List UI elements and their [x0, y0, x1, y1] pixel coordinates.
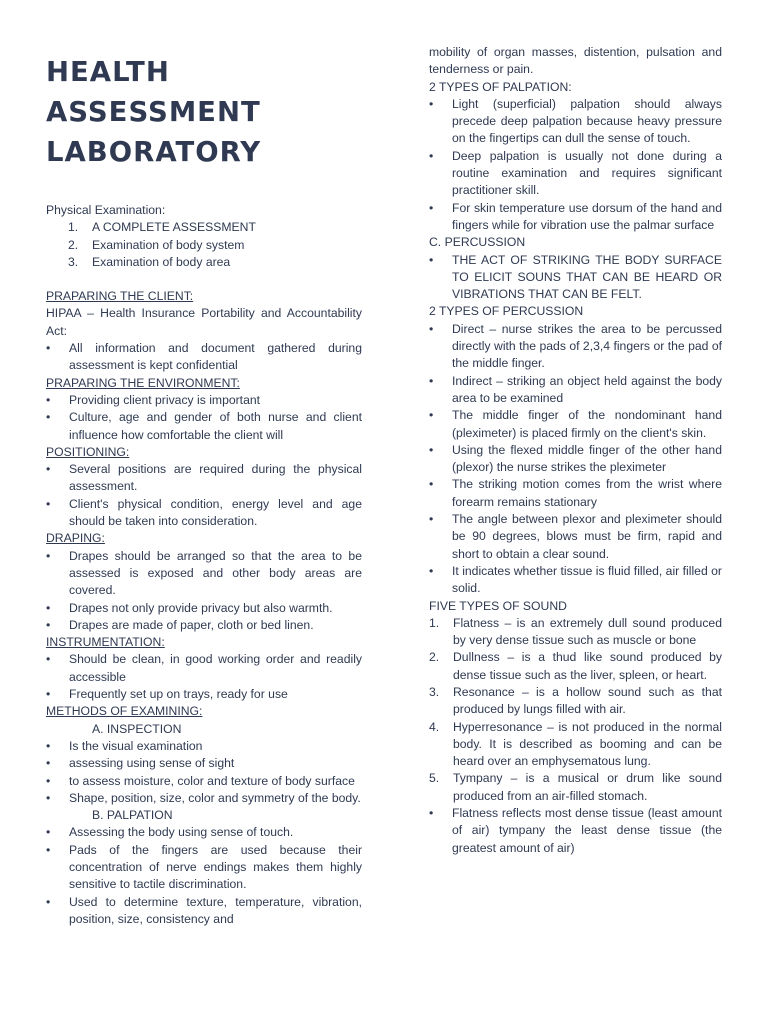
section-heading-preparing-environment: PRAPARING THE ENVIRONMENT: — [46, 375, 240, 390]
list-item: • Providing client privacy is important — [46, 392, 362, 409]
list-item: • Flatness reflects most dense tissue (least amount of air) tympany the least dense tissue (the greatest amount of air) — [429, 805, 722, 857]
list-item: • The angle between plexor and pleximeter should be 90 degrees, blows must be firm, rapid and short to obtain a clear sound. — [429, 511, 722, 563]
list-item: • Indirect – striking an object held against the body area to be examined — [429, 373, 722, 408]
list-item: • Assessing the body using sense of touch. — [46, 824, 362, 841]
list-item: • All information and document gathered during assessment is kept confidential — [46, 340, 362, 375]
sound-types-heading: FIVE TYPES OF SOUND — [429, 598, 567, 613]
list-item: • It indicates whether tissue is fluid filled, air filled or solid. — [429, 563, 722, 598]
list-item: • Drapes are made of paper, cloth or bed linen. — [46, 617, 362, 634]
list-item: 1. A COMPLETE ASSESSMENT — [68, 220, 256, 235]
section-heading-draping: DRAPING: — [46, 531, 105, 546]
list-item: • Using the flexed middle finger of the other hand (plexor) the nurse strikes the pleximeter — [429, 442, 722, 477]
list-item: • The middle finger of the nondominant hand (pleximeter) is placed firmly on the client's skin. — [429, 407, 722, 442]
section-heading-preparing-client: PRAPARING THE CLIENT: — [46, 289, 194, 304]
inspection-label: A. INSPECTION — [92, 721, 182, 736]
page-title: HEALTH ASSESSMENT LABORATORY — [46, 56, 262, 168]
list-item: • THE ACT OF STRIKING THE BODY SURFACE TO ELICIT SOUNS THAT CAN BE HEARD OR VIBRATIONS THAT CAN BE FELT. — [429, 252, 722, 304]
list-item: 4. Hyperresonance – is not produced in the normal body. It is described as booming and can be heard over an emphysematous lung. — [429, 719, 722, 769]
left-column — [46, 0, 362, 928]
list-item: 3. Resonance – is a hollow sound such as that produced by lungs filled with air. — [429, 684, 722, 717]
list-item: 3. Examination of body area — [68, 254, 231, 269]
list-item: • Client's physical condition, energy level and age should be taken into consideration. — [46, 496, 362, 531]
list-item: • Drapes not only provide privacy but also warmth. — [46, 600, 362, 617]
list-item: 2. Examination of body system — [68, 237, 245, 252]
list-item: 1. Flatness – is an extremely dull sound produced by very dense tissue such as muscle or bone — [429, 615, 722, 648]
section-heading-positioning: POSITIONING: — [46, 444, 130, 459]
list-item: • Deep palpation is usually not done during a routine examination and requires significant practitioner skill. — [429, 148, 722, 200]
continuation-text: mobility of organ masses, distention, pulsation and tenderness or pain. — [429, 45, 722, 77]
palpation-types-heading: 2 TYPES OF PALPATION: — [429, 79, 572, 94]
list-item: • Shape, position, size, color and symmetry of the body. — [46, 790, 362, 807]
list-item: • to assess moisture, color and texture of body surface — [46, 773, 362, 790]
list-item: • The striking motion comes from the wrist where forearm remains stationary — [429, 476, 722, 511]
palpation-label: B. PALPATION — [92, 808, 173, 823]
list-item: • Pads of the fingers are used because their concentration of nerve endings makes them highly sensitive to tactile discrimination. — [46, 842, 362, 894]
list-item: 2. Dullness – is a thud like sound produced by dense tissue such as the liver, spleen, or heart. — [429, 650, 722, 682]
list-item: • For skin temperature use dorsum of the hand and fingers while for vibration use the palmar surface — [429, 200, 722, 235]
list-item: • Culture, age and gender of both nurse and client influence how comfortable the client will — [46, 409, 362, 444]
list-item: • Should be clean, in good working order and readily accessible — [46, 651, 362, 686]
intro-label: Physical Examination: — [46, 203, 166, 217]
list-item: • Several positions are required during the physical assessment. — [46, 461, 362, 496]
list-item: • Is the visual examination — [46, 738, 362, 755]
list-item: • Light (superficial) palpation should always precede deep palpation because heavy pressure on the fingertips can dull the sense of touch. — [429, 96, 722, 148]
list-item: • Drapes should be arranged so that the area to be assessed is exposed and other body areas are covered. — [46, 548, 362, 600]
hipaa-text: HIPAA – Health Insurance Portability and Accountability Act: — [46, 306, 362, 338]
percussion-types-heading: 2 TYPES OF PERCUSSION — [429, 304, 584, 319]
section-heading-instrumentation: INSTRUMENTATION: — [46, 635, 165, 650]
section-heading-methods: METHODS OF EXAMINING: — [46, 704, 203, 719]
list-item: • Frequently set up on trays, ready for use — [46, 686, 362, 703]
list-item: 5. Tympany – is a musical or drum like sound produced from an air-filled stomach. — [429, 771, 722, 803]
exam-types-list — [46, 219, 362, 271]
list-item: • Used to determine texture, temperature, vibration, position, size, consistency and — [46, 894, 362, 929]
right-column — [429, 44, 722, 857]
sound-types-list — [429, 615, 722, 805]
list-item: • assessing using sense of sight — [46, 755, 362, 772]
list-item: • Direct – nurse strikes the area to be percussed directly with the pads of 2,3,4 fingers or the pad of the middle finger. — [429, 321, 722, 373]
percussion-label: C. PERCUSSION — [429, 235, 526, 250]
